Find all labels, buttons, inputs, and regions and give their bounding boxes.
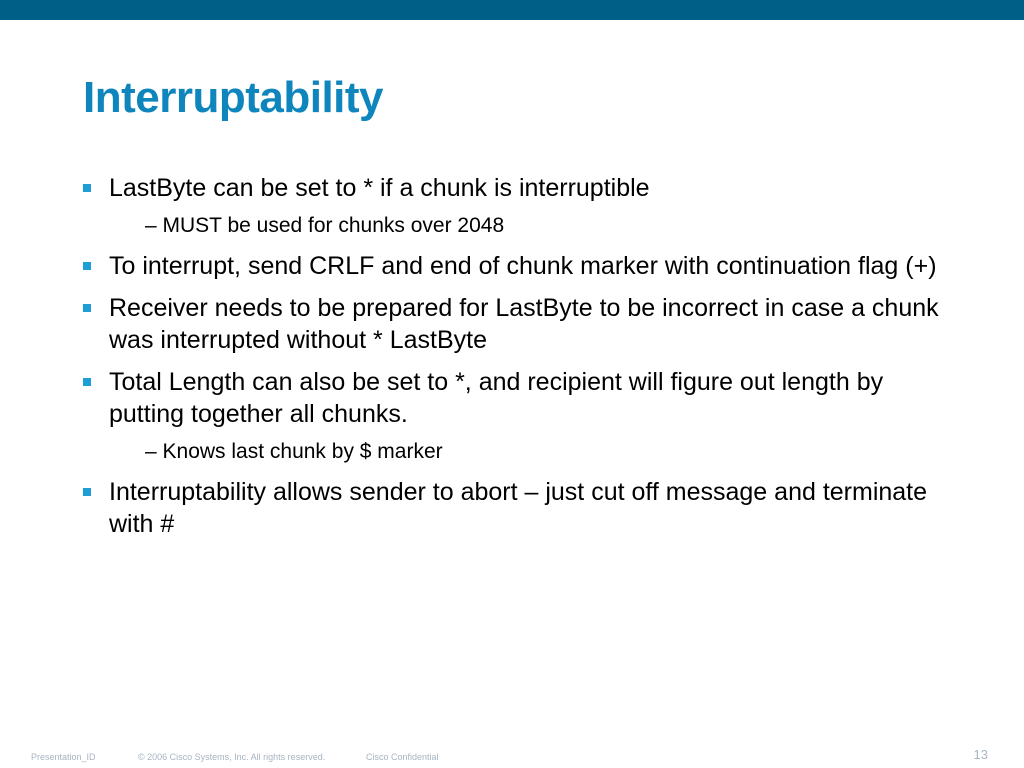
footer-confidential: Cisco Confidential	[366, 752, 439, 762]
square-bullet-icon	[83, 262, 91, 270]
slide-title: Interruptability	[83, 73, 384, 122]
bullet-list	[83, 172, 963, 540]
spacer	[83, 356, 963, 366]
footer-presentation-id: Presentation_ID	[31, 752, 96, 762]
spacer	[83, 282, 963, 292]
square-bullet-icon	[83, 304, 91, 312]
bullet-text: Interruptability allows sender to abort – just cut off message and terminate with #	[109, 478, 928, 538]
footer-copyright: © 2006 Cisco Systems, Inc. All rights reserved.	[138, 752, 326, 762]
square-bullet-icon	[83, 184, 91, 192]
sub-bullet-item: – Knows last chunk by $ marker	[145, 440, 443, 463]
bullet-item	[83, 476, 963, 540]
square-bullet-icon	[83, 488, 91, 496]
bullet-item	[83, 172, 963, 204]
bullet-text: LastByte can be set to * if a chunk is interruptible	[109, 174, 650, 202]
sub-bullet-item: – MUST be used for chunks over 2048	[145, 214, 505, 237]
bullet-item	[83, 250, 963, 282]
square-bullet-icon	[83, 378, 91, 386]
spacer	[83, 240, 963, 250]
bullet-text: Total Length can also be set to *, and recipient will figure out length by putting together all chunks.	[109, 368, 884, 428]
bullet-item	[83, 292, 963, 356]
top-banner-bar	[0, 0, 1024, 20]
spacer	[83, 466, 963, 476]
page-number: 13	[973, 747, 988, 762]
bullet-item	[83, 366, 963, 430]
bullet-text: Receiver needs to be prepared for LastByte to be incorrect in case a chunk was interrupted without * LastByte	[109, 294, 939, 354]
bullet-text: To interrupt, send CRLF and end of chunk marker with continuation flag (+)	[109, 252, 937, 280]
